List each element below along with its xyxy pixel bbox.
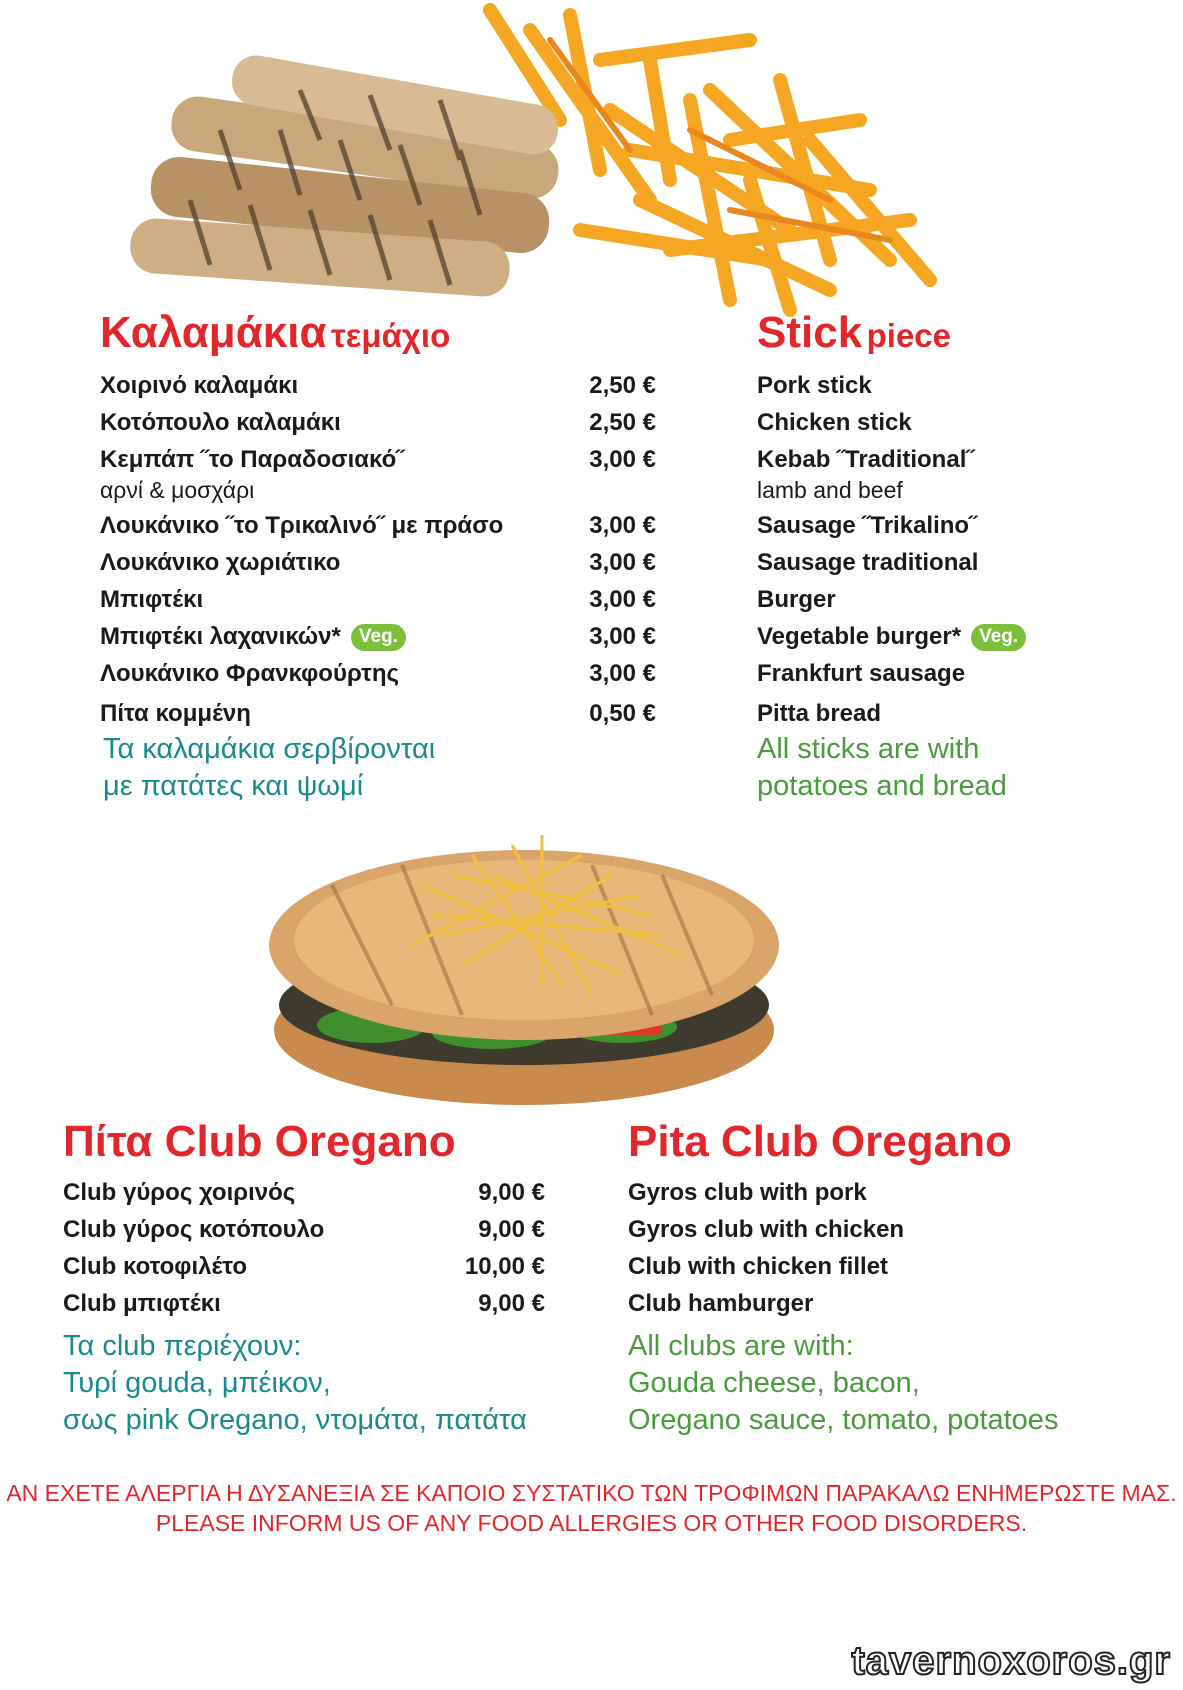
sticks-gr-item-price: 3,00 €	[589, 586, 656, 613]
sticks-gr-item-sub: αρνί & μοσχάρι	[100, 477, 255, 503]
club-en-note-line3: Oregano sauce, tomato, potatoes	[628, 1404, 1059, 1436]
sticks-gr-item-name	[100, 548, 340, 578]
club-en-item-label: Gyros club with pork	[628, 1179, 867, 1206]
sticks-en-note	[757, 731, 1007, 805]
sticks-en-item-label: Burger	[757, 586, 836, 613]
sticks-gr-item-price: 3,00 €	[589, 549, 656, 576]
sticks-gr-item-label: Κοτόπουλο καλαμάκι	[100, 409, 341, 436]
veg-badge: Veg.	[971, 624, 1026, 651]
sticks-gr-note-line1: Τα καλαμάκια σερβίρονται	[103, 733, 436, 765]
sticks-en-item-sub: lamb and beef	[757, 477, 903, 503]
sticks-gr-item-name	[100, 585, 203, 615]
sticks-en-title	[757, 308, 951, 358]
sticks-gr-item-price: 2,50 €	[589, 372, 656, 399]
club-gr-item-name	[63, 1178, 295, 1208]
sticks-gr-item-label: Λουκάνικο χωριάτικο	[100, 549, 341, 576]
sticks-en-item-name	[757, 445, 974, 475]
sticks-en-item-name	[757, 699, 881, 729]
sticks-en-item-name	[757, 659, 965, 689]
club-gr-item-name	[63, 1289, 221, 1319]
sticks-gr-item-name	[100, 445, 404, 475]
sticks-gr-item-label: Λουκάνικο Φρανκφούρτης	[100, 660, 399, 687]
sticks-en-title-suffix: piece	[866, 317, 952, 354]
sticks-gr-item-name	[100, 622, 406, 652]
sticks-gr-title	[100, 308, 450, 358]
skewers-fries-photo	[130, 0, 960, 320]
club-gr-item-label: Club γύρος κοτόπουλο	[63, 1216, 325, 1243]
club-gr-item-name	[63, 1215, 324, 1245]
pita-club-photo	[262, 815, 787, 1115]
club-gr-note-line1: Τα club περιέχουν:	[63, 1330, 302, 1362]
sticks-gr-item-label: Κεμπάπ ˝το Παραδοσιακό˝	[100, 446, 405, 473]
club-gr-item-price: 9,00 €	[478, 1216, 545, 1243]
club-en-title: Pita Club Oregano	[628, 1117, 1012, 1166]
sticks-en-item-name	[757, 548, 978, 578]
allergy-warning-en: PLEASE INFORM US OF ANY FOOD ALLERGIES OR OTHER FOOD DISORDERS.	[155, 1510, 1028, 1536]
sticks-gr-item-name	[100, 659, 399, 689]
sticks-gr-item-name	[100, 511, 503, 541]
club-gr-item-name	[63, 1252, 247, 1282]
sticks-gr-item-label: Μπιφτέκι λαχανικών*	[100, 623, 341, 650]
sticks-gr-item-name	[100, 699, 251, 729]
club-gr-item-price: 9,00 €	[478, 1290, 545, 1317]
club-en-item-name	[628, 1178, 867, 1208]
sticks-gr-item-price: 3,00 €	[589, 623, 656, 650]
sticks-en-item-label: Kebab ˝Traditional˝	[757, 446, 975, 473]
sticks-en-note-line1: All sticks are with	[757, 733, 980, 765]
club-en-note-line1: All clubs are with:	[628, 1330, 854, 1362]
sticks-gr-item-label: Χοιρινό καλαμάκι	[100, 372, 299, 399]
club-en-item-name	[628, 1215, 904, 1245]
sticks-gr-item-price: 3,00 €	[589, 512, 656, 539]
club-gr-note-line2: Τυρί gouda, μπέικον,	[63, 1367, 331, 1399]
sticks-gr-item-price: 3,00 €	[589, 446, 656, 473]
veg-badge: Veg.	[351, 624, 406, 651]
sticks-en-item-label: Frankfurt sausage	[757, 660, 966, 687]
club-en-item-label: Club with chicken fillet	[628, 1253, 889, 1280]
club-gr-item-label: Club κοτοφιλέτο	[63, 1253, 247, 1280]
club-gr-note-line3: σως pink Oregano, ντομάτα, πατάτα	[63, 1404, 527, 1436]
sticks-en-item-name	[757, 408, 912, 438]
sticks-gr-note-line2: με πατάτες και ψωμί	[103, 770, 364, 802]
sticks-en-item-label: Pitta bread	[757, 700, 882, 727]
allergy-warning-gr: ΑΝ ΕΧΕΤΕ ΑΛΕΡΓΙΑ Η ΔΥΣΑΝΕΞΙΑ ΣΕ ΚΑΠΟΙΟ ΣΥΣΤΑΤΙΚΟ ΤΩΝ ΤΡΟΦΙΜΩΝ ΠΑΡΑΚΑΛΩ ΕΝΗΜΕΡΩΣΤΕ ΜΑΣ.	[6, 1480, 1177, 1506]
sticks-en-item-name	[757, 622, 1026, 652]
sticks-gr-item-label: Λουκάνικο ˝το Τρικαλινό˝ με πράσο	[100, 512, 504, 539]
sticks-gr-item-label: Μπιφτέκι	[100, 586, 204, 613]
club-gr-item-price: 9,00 €	[478, 1179, 545, 1206]
sticks-en-item-label: Pork stick	[757, 372, 872, 399]
sticks-en-item-label: Sausage traditional	[757, 549, 979, 576]
sticks-gr-item-price: 0,50 €	[589, 700, 656, 727]
club-gr-item-label: Club μπιφτέκι	[63, 1290, 221, 1317]
sticks-gr-title-suffix: τεμάχιο	[331, 317, 451, 354]
club-en-note-line2: Gouda cheese, bacon,	[628, 1367, 920, 1399]
sticks-en-item-label: Sausage ˝Trikalino˝	[757, 512, 978, 539]
sticks-gr-item-price: 2,50 €	[589, 409, 656, 436]
sticks-gr-title-main: Καλαμάκια	[100, 308, 327, 357]
sticks-en-item-name	[757, 511, 977, 541]
sticks-en-item-label: Vegetable burger*	[757, 623, 962, 650]
sticks-en-note-line2: potatoes and bread	[757, 770, 1007, 802]
sticks-en-item-name	[757, 585, 836, 615]
sticks-en-title-main: Stick	[757, 308, 863, 357]
club-gr-note	[63, 1328, 527, 1439]
sticks-gr-item-name	[100, 371, 298, 401]
club-en-item-name	[628, 1252, 888, 1282]
sticks-gr-item-name	[100, 408, 341, 438]
club-en-item-name	[628, 1289, 813, 1319]
sticks-en-item-label: Chicken stick	[757, 409, 912, 436]
club-en-item-label: Gyros club with chicken	[628, 1216, 905, 1243]
sticks-gr-item-label: Πίτα κομμένη	[100, 700, 251, 727]
club-gr-item-label: Club γύρος χοιρινός	[63, 1179, 296, 1206]
sticks-gr-note	[103, 731, 435, 805]
sticks-gr-item-price: 3,00 €	[589, 660, 656, 687]
club-en-note	[628, 1328, 1058, 1439]
club-en-item-label: Club hamburger	[628, 1290, 814, 1317]
club-gr-title: Πίτα Club Oregano	[63, 1117, 456, 1166]
club-gr-item-price: 10,00 €	[464, 1253, 545, 1280]
site-watermark: tavernoxoros.gr	[851, 1639, 1171, 1683]
sticks-en-item-name	[757, 371, 872, 401]
